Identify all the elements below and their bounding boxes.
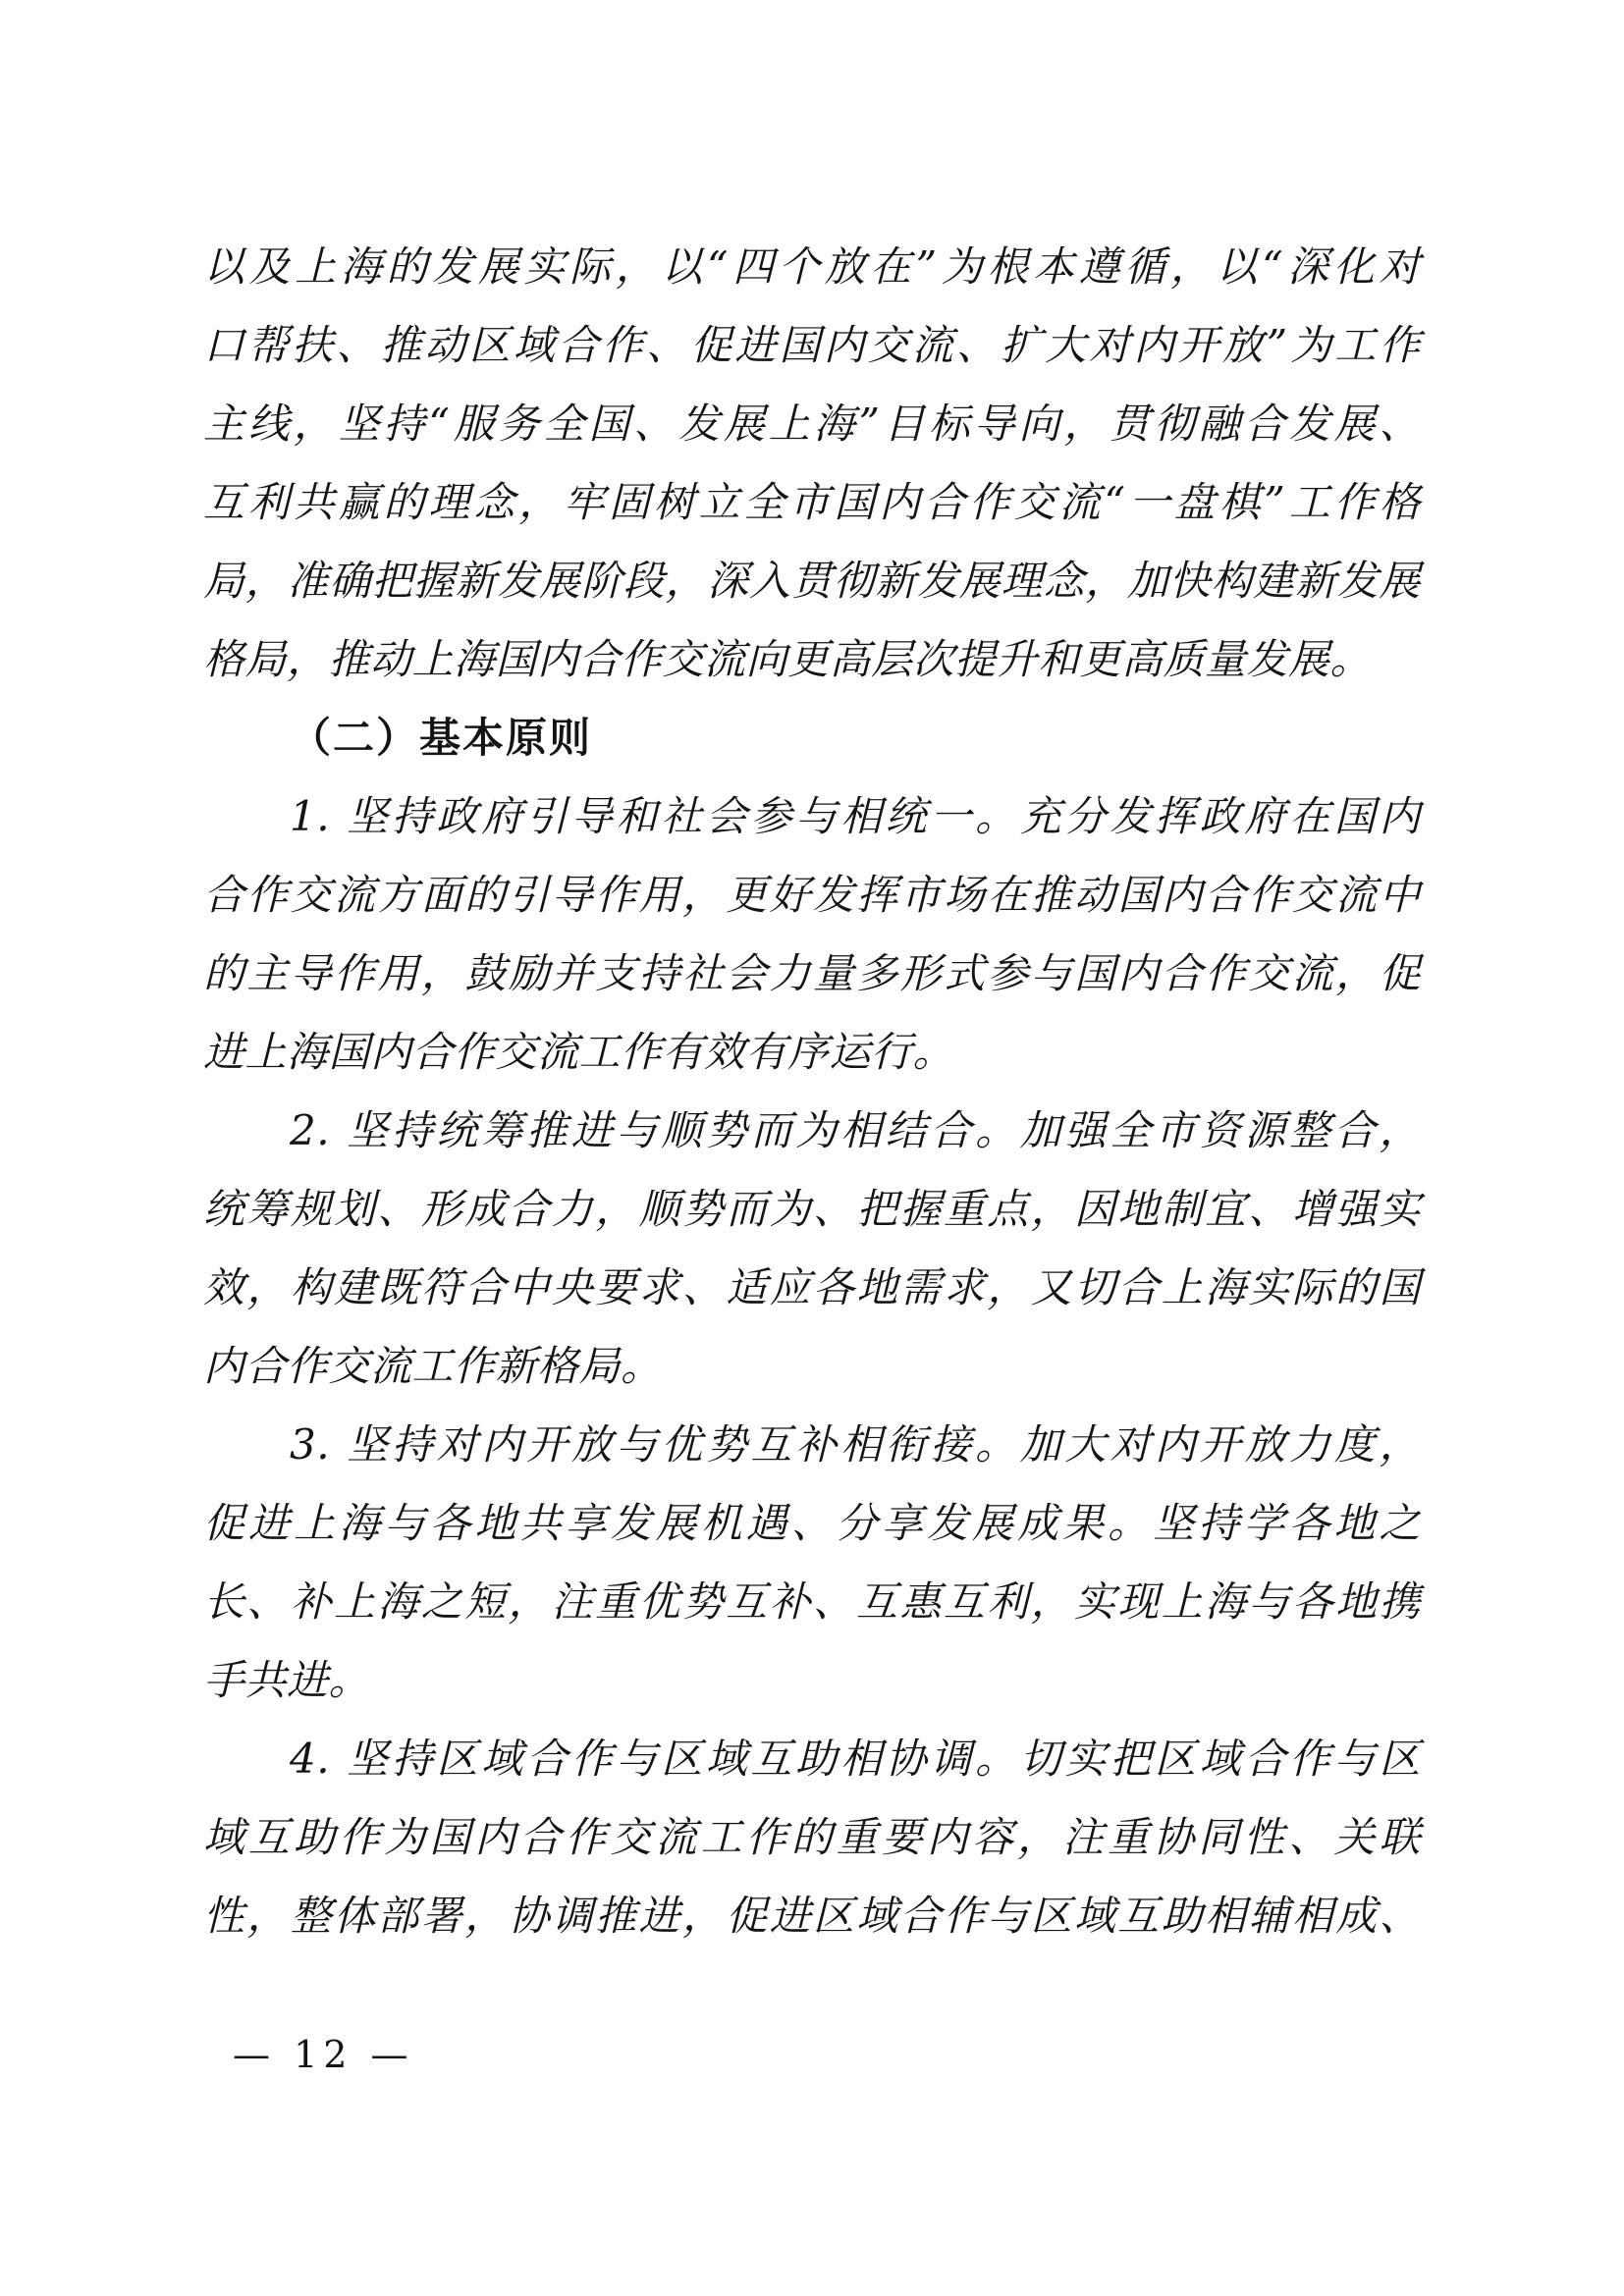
text-line-item-4: 4. 坚持区域合作与区域互助相协调。切实把区域合作与区 <box>290 1735 1421 1783</box>
text-line: 效，构建既符合中央要求、适应各地需求，又切合上海实际的国 <box>203 1263 1421 1311</box>
text-line: 性，整体部署，协调推进，促进区域合作与区域互助相辅相成、 <box>203 1892 1421 1940</box>
text-line-item-2: 2. 坚持统筹推进与顺势而为相结合。加强全市资源整合， <box>290 1106 1421 1154</box>
text-line: 域互助作为国内合作交流工作的重要内容，注重协同性、关联 <box>203 1813 1421 1861</box>
text-line: 以及上海的发展实际，以“四个放在”为根本遵循，以“深化对 <box>203 242 1421 291</box>
text-line: 的主导作用，鼓励并支持社会力量多形式参与国内合作交流，促 <box>203 949 1421 997</box>
text-line: 促进上海与各地共享发展机遇、分享发展成果。坚持学各地之 <box>203 1499 1421 1547</box>
text-line: 内合作交流工作新格局。 <box>203 1342 663 1390</box>
text-line: 格局，推动上海国内合作交流向更高层次提升和更高质量发展。 <box>203 635 1373 683</box>
section-heading-basic-principles: （二）基本原则 <box>290 714 593 762</box>
text-line: 手共进。 <box>203 1656 371 1704</box>
text-line: 互利共赢的理念，牢固树立全市国内合作交流“一盘棋”工作格 <box>203 478 1421 526</box>
text-line: 局，准确把握新发展阶段，深入贯彻新发展理念，加快构建新发展 <box>203 557 1421 605</box>
text-line: 进上海国内合作交流工作有效有序运行。 <box>203 1028 955 1076</box>
text-line: 合作交流方面的引导作用，更好发挥市场在推动国内合作交流中 <box>203 871 1421 919</box>
text-line-item-1: 1. 坚持政府引导和社会参与相统一。充分发挥政府在国内 <box>290 792 1421 840</box>
text-line: 长、补上海之短，注重优势互补、互惠互利，实现上海与各地携 <box>203 1577 1421 1626</box>
page-number: — 12 — <box>233 2033 414 2076</box>
text-line: 主线，坚持“服务全国、发展上海”目标导向，贯彻融合发展、 <box>203 400 1421 448</box>
document-body-text <box>203 228 1421 1955</box>
page-footer <box>203 2030 1421 2079</box>
text-line: 口帮扶、推动区域合作、促进国内交流、扩大对内开放”为工作 <box>203 321 1421 369</box>
text-line: 统筹规划、形成合力，顺势而为、把握重点，因地制宜、增强实 <box>203 1185 1421 1233</box>
text-line-item-3: 3. 坚持对内开放与优势互补相衔接。加大对内开放力度， <box>290 1420 1421 1468</box>
